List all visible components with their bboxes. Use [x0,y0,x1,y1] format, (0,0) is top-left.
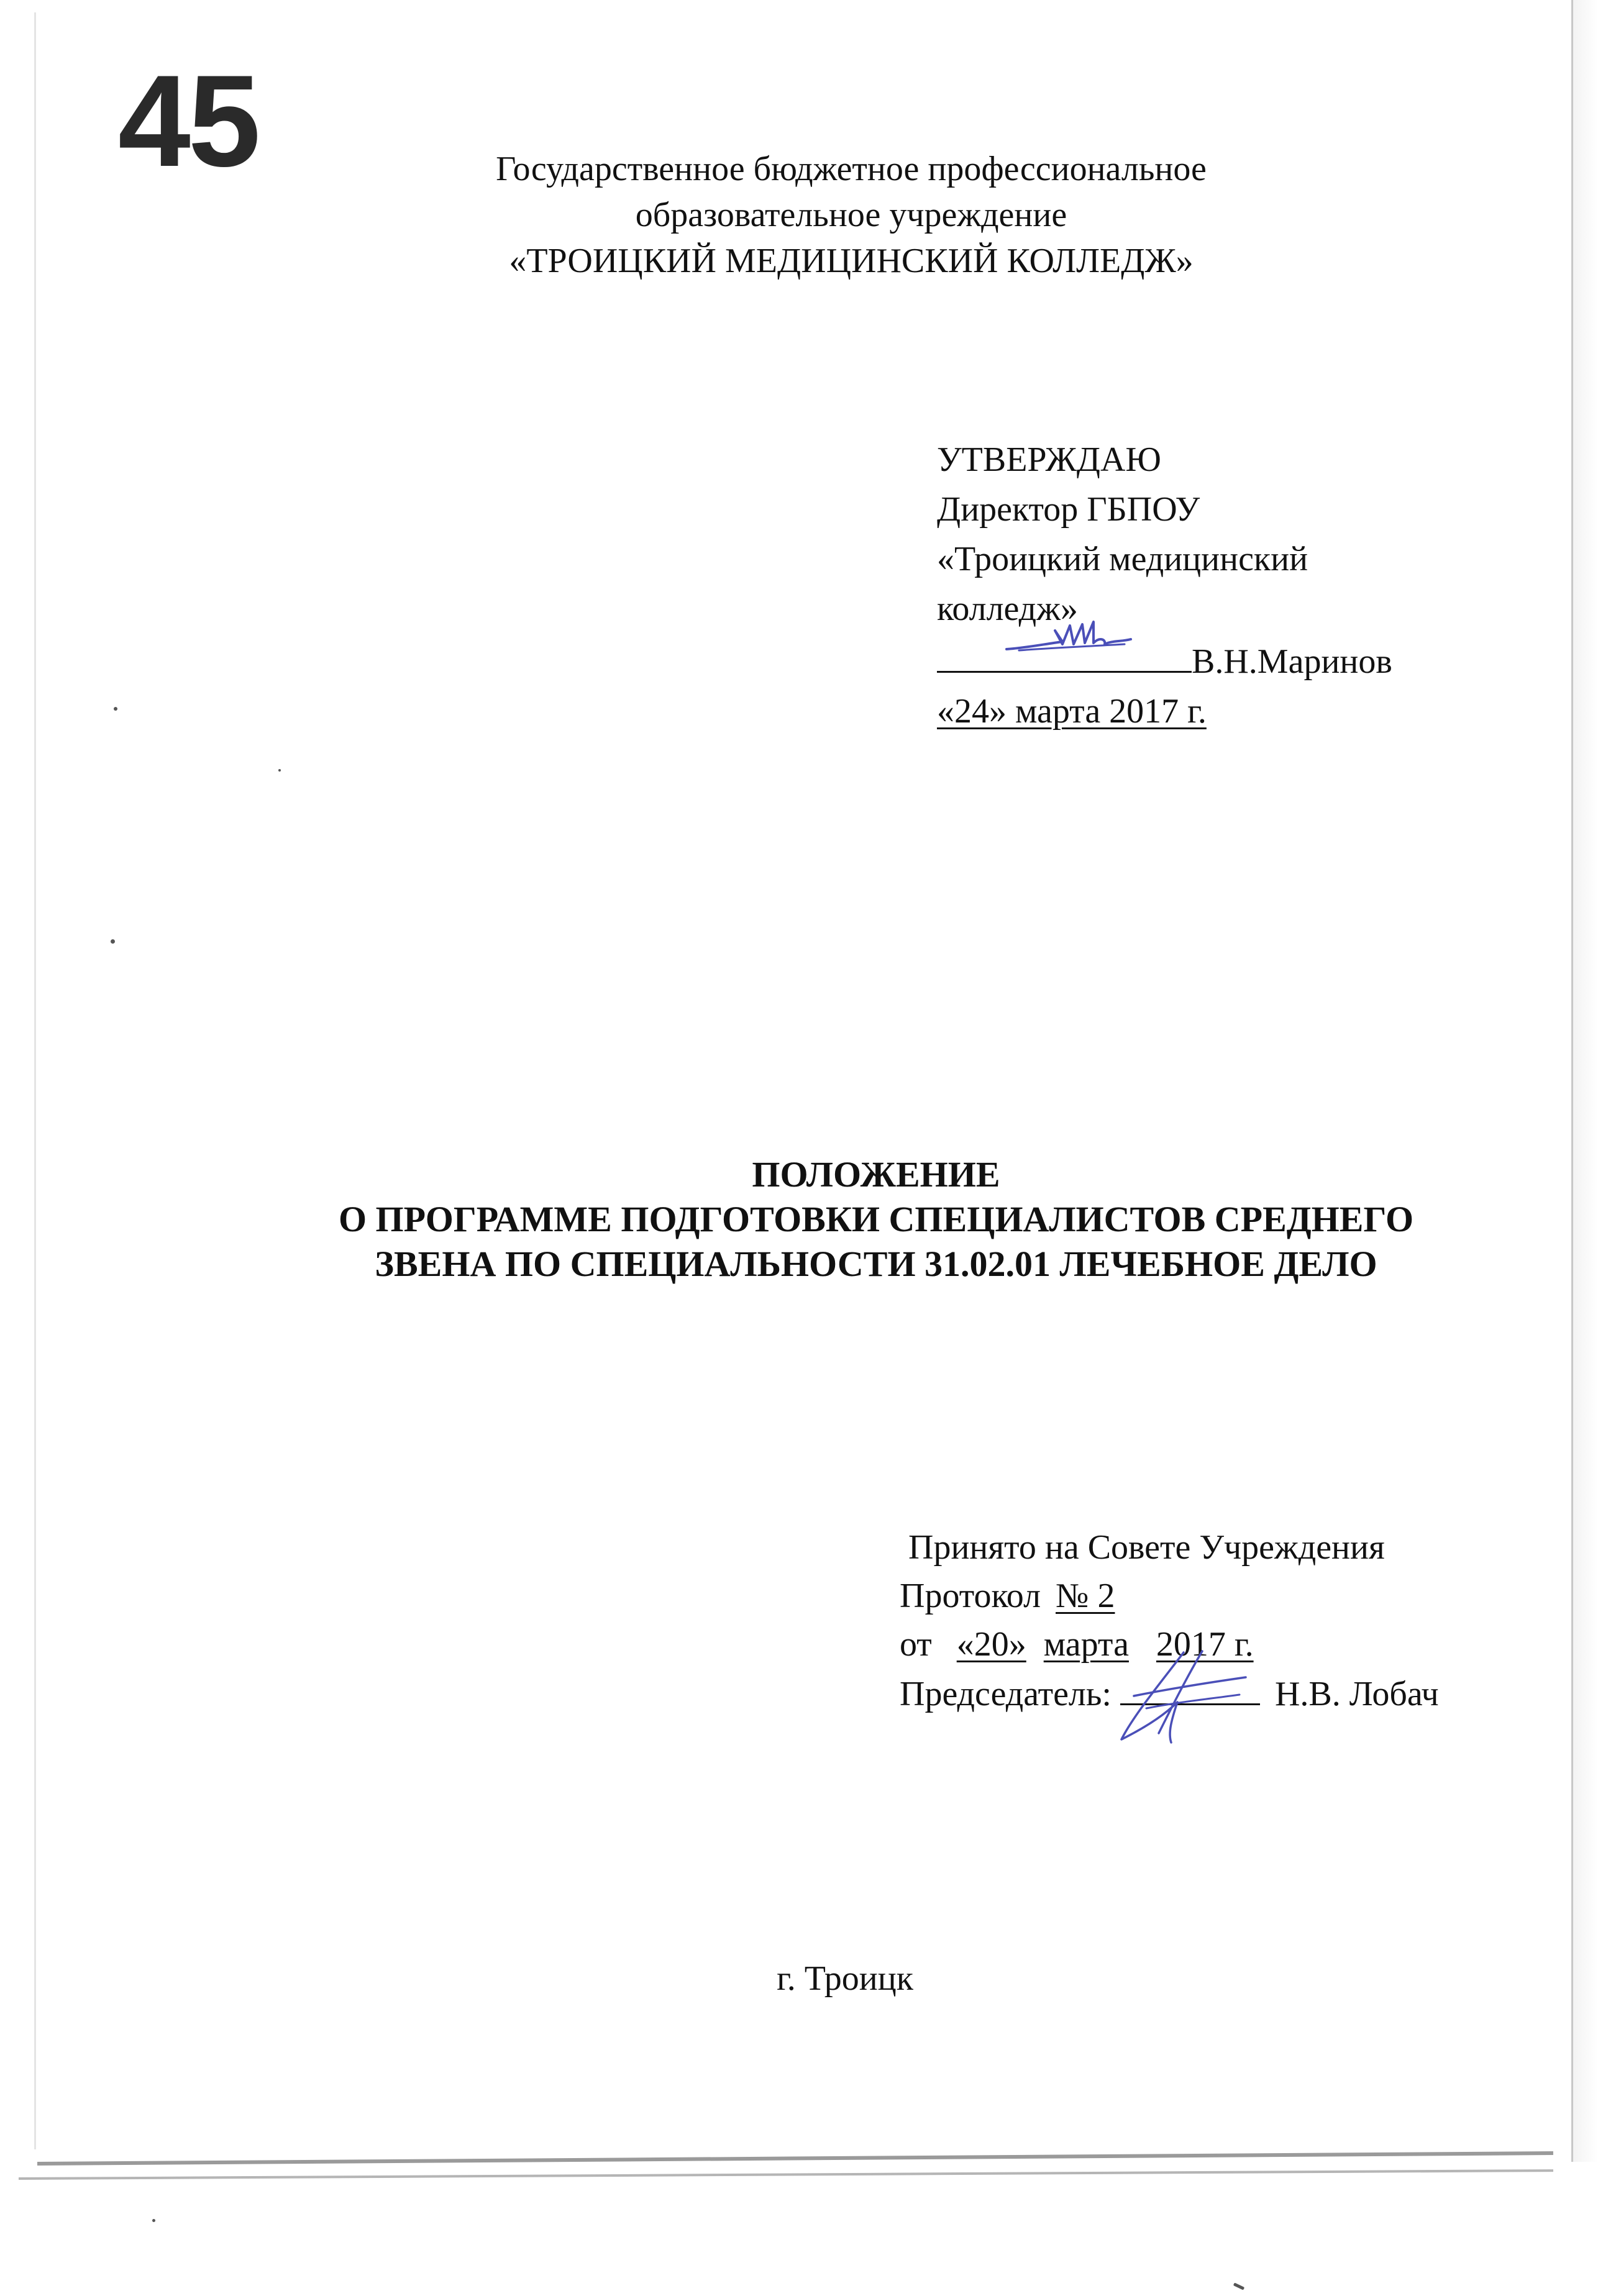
approval-org-line-2: колледж» [937,590,1078,628]
acceptance-chair-row [900,1669,1521,1718]
signature-line [937,634,1192,673]
protocol-label: Протокол [900,1577,1041,1615]
header-line-3: «ТРОИЦКИЙ МЕДИЦИНСКИЙ КОЛЛЕДЖ» [509,242,1194,280]
scan-edge-right [1571,0,1598,2162]
scan-speck [152,2219,155,2222]
date-day: «20» [956,1625,1026,1664]
date-prefix: от [900,1625,932,1664]
chair-name: Н.В. Лобач [1274,1675,1439,1713]
scan-speck [114,707,117,711]
scan-edge-bottom-secondary [19,2169,1553,2180]
approval-position: Директор ГБПОУ [937,490,1200,529]
title-line-3: ЗВЕНА ПО СПЕЦИАЛЬНОСТИ 31.02.01 ЛЕЧЕБНОЕ ДЕЛО [375,1244,1377,1284]
date-year: 2017 г. [1156,1625,1254,1664]
chair-label: Председатель: [900,1675,1112,1713]
approval-date-row [937,686,1496,736]
document-city: г. Троицк [777,1959,913,1998]
approval-date: «24» марта 2017 г. [937,692,1207,731]
scan-speck [278,769,281,772]
scan-edge-bottom [37,2151,1553,2166]
protocol-number: № 2 [1056,1577,1115,1615]
acceptance-block [900,1523,1521,1718]
title-line-1: ПОЛОЖЕНИЕ [752,1154,1000,1195]
approval-signer: В.Н.Маринов [1192,642,1392,681]
scan-speck [1233,2282,1244,2290]
document-title [261,1152,1491,1287]
title-line-2: О ПРОГРАММЕ ПОДГОТОВКИ СПЕЦИАЛИСТОВ СРЕДНЕГО [338,1199,1414,1239]
header-line-1: Государственное бюджетное профессиональное [496,150,1207,188]
approval-org-line-1: «Троицкий медицинский [937,540,1308,578]
approval-label: УТВЕРЖДАЮ [937,440,1161,479]
document-number-stamp: 45 [118,48,258,194]
header-line-2: образовательное учреждение [635,196,1067,234]
institution-header [348,146,1354,284]
acceptance-protocol-row [900,1572,1521,1620]
acceptance-line-1: Принято на Совете Учреждения [908,1528,1385,1567]
approval-block [937,435,1496,736]
acceptance-date-row [900,1620,1521,1669]
chair-signature-line [1120,1669,1260,1705]
approval-signature-row [937,634,1496,686]
scan-edge-left [34,12,36,2149]
scan-speck [111,939,115,944]
date-month: марта [1043,1625,1129,1664]
